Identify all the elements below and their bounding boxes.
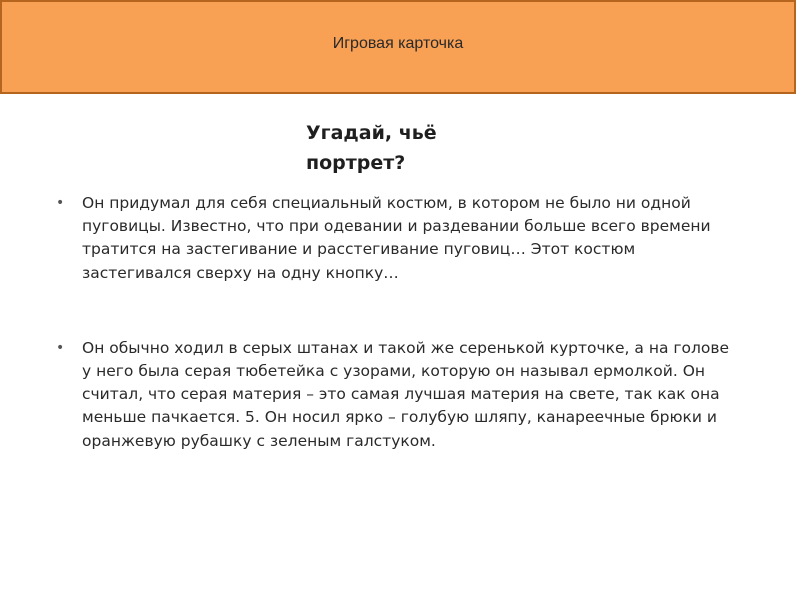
bullet-icon: • bbox=[56, 339, 65, 356]
header-banner bbox=[0, 0, 796, 94]
clue-list bbox=[56, 192, 736, 453]
question-heading bbox=[306, 118, 506, 178]
bullet-icon: • bbox=[56, 195, 65, 211]
header-title: Игровая карточка bbox=[332, 35, 464, 52]
question-line-1: Угадай, чьё bbox=[306, 122, 437, 144]
clue-text-2: Он обычно ходил в серых штанах и такой же серенькой курточке, а на голове у него была серая тюбетейка с узорами, которую он называл ермолкой. Он считал, что серая материя – это самая лучшая материя на свете, так как она меньше пачкается. 5. Он носил ярко – голубую шляпу, канареечные брюки и оранжевую рубашку с зеленым галстуком. bbox=[82, 338, 730, 450]
question-line-2: портрет? bbox=[306, 152, 406, 174]
clue-item-1 bbox=[56, 192, 736, 285]
clue-text-1: Он придумал для себя специальный костюм, в котором не было ни одной пуговицы. Известно, что при одевании и раздевании больше всего времени тратится на застегивание и расстегивание пуговиц… Этот костюм застегивался сверху на одну кнопку… bbox=[82, 194, 711, 282]
clue-item-2 bbox=[56, 337, 736, 453]
